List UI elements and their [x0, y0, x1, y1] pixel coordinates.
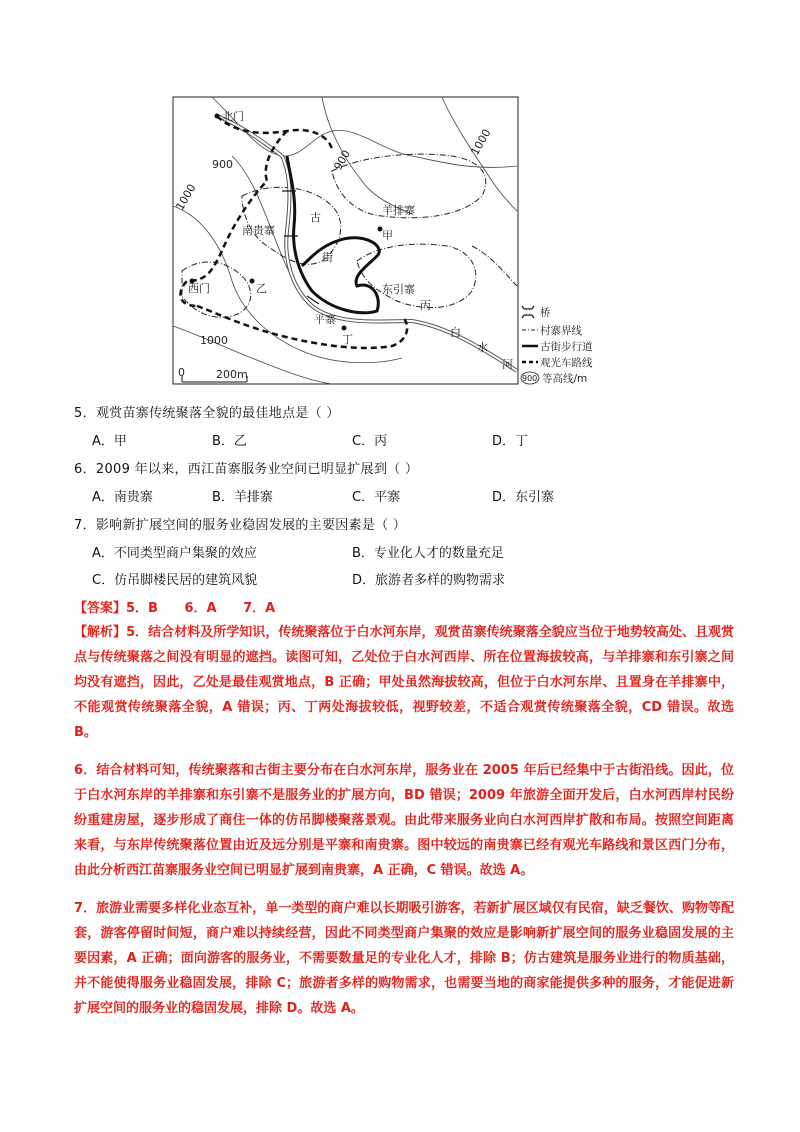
- answer-5: 【答案】5．B: [74, 601, 158, 616]
- label-bing: 丙: [420, 299, 431, 312]
- answer-7: 7．A: [243, 601, 276, 616]
- label-yangpaizhai: 羊排寨: [382, 204, 415, 217]
- legend-bridge-icon: [522, 306, 534, 318]
- q5-option-a: A．甲: [92, 434, 127, 449]
- label-contour-1000-a: 1000: [468, 126, 494, 158]
- q6-option-b: B．羊排寨: [212, 490, 273, 505]
- analysis-paragraph-7: 7．旅游业需要多样化业态互补，单一类型的商户难以长期吸引游客，若新扩展区域仅有民宿，缺乏餐饮、购物等配套，游客停留时间短，商户难以持续经营，因此不同类型商户集聚的效应是影响新扩展空间的服务业稳固发展的主要因素，A 正确；面向游客的服务业，不需要数量足的专业化人才，排除 B；仿古建筑是服务业进行的物质基础，并不能使得服务业稳固发展，排除 C；旅游者多样的购物需求，也需要当地的商家能提供多种的服务，才能促进新扩展空间的服务业的稳固发展，排除 D。故选 A。: [74, 901, 734, 1016]
- label-ding: 丁: [342, 333, 353, 346]
- scale-zero: 0: [178, 366, 185, 379]
- label-river-shui: 水: [477, 341, 488, 354]
- q7-option-c: C．仿吊脚楼民居的建筑风貌: [92, 573, 258, 588]
- question-7-stem: 7．影响新扩展空间的服务业稳固发展的主要因素是（ ）: [74, 518, 407, 533]
- label-jie: 街: [322, 251, 333, 264]
- legend-tour-route-label: 观光车路线: [540, 357, 593, 369]
- legend-boundary-label: 村寨界线: [540, 325, 582, 337]
- label-jia: 甲: [382, 229, 393, 242]
- answer-line: [74, 597, 297, 616]
- q6-option-d: D．东引寨: [492, 490, 555, 505]
- q7-option-d: D．旅游者多样的购物需求: [352, 573, 506, 588]
- scale-label: 200m: [216, 368, 248, 381]
- label-contour-1000-c: 1000: [200, 334, 228, 347]
- q5-option-d: D．丁: [492, 434, 529, 449]
- label-beimen: 北门: [222, 110, 244, 123]
- label-contour-900-a: 900: [212, 158, 233, 171]
- q7-option-b: B．专业化人才的数量充足: [352, 546, 504, 561]
- question-6-stem: 6．2009 年以来，西江苗寨服务业空间已明显扩展到（ ）: [74, 462, 419, 477]
- q6-option-c: C．平寨: [352, 490, 401, 505]
- label-gu: 古: [310, 211, 321, 224]
- village-map-figure: [172, 96, 593, 386]
- label-river-he: 河: [502, 358, 513, 371]
- label-contour-1000-b: 1000: [173, 181, 199, 213]
- label-dongyinzhai: 东引寨: [382, 283, 415, 296]
- label-nanguizhai: 南贵寨: [242, 224, 275, 237]
- q7-option-a: A．不同类型商户集聚的效应: [92, 546, 257, 561]
- legend-old-street-label: 古街步行道: [540, 341, 593, 353]
- q5-option-c: C．丙: [352, 434, 388, 449]
- label-pingzhai: 平寨: [314, 313, 336, 326]
- legend-bridge-label: 桥: [540, 307, 551, 319]
- map-legend: [521, 306, 593, 385]
- legend-contour-label: 等高线/m: [542, 373, 588, 385]
- label-yi: 乙: [256, 282, 267, 295]
- label-river-bai: 白: [450, 326, 461, 339]
- analysis-paragraph-5: 【解析】5．结合材料及所学知识，传统聚落位于白水河东岸，观赏苗寨传统聚落全貌应当位于地势较高处、且观赏点与传统聚落之间没有明显的遮挡。读图可知，乙处位于白水河西岸、所在位置海拔较高，与羊排寨和东引寨之间均没有遮挡，因此，乙处是最佳观赏地点，B 正确；甲处虽然海拔较高，但位于白水河东岸、且置身在羊排寨中，不能观赏传统聚落全貌，A 错误；丙、丁两处海拔较低，视野较差，不适合观赏传统聚落全貌，CD 错误。故选 B。: [74, 625, 734, 740]
- question-5-stem: 5．观赏苗寨传统聚落全貌的最佳地点是（ ）: [74, 406, 340, 421]
- analysis-paragraph-6: 6．结合材料可知，传统聚落和古街主要分布在白水河东岸，服务业在 2005 年后已经集中于古街沿线。因此，位于白水河东岸的羊排寨和东引寨不是服务业的扩展方向，BD 错误；2009 年旅游全面开发后，白水河西岸村民纷纷重建房屋，逐步形成了商住一体的仿吊脚楼聚落景观。由此带来服务业向白水河西岸扩散和布局。按照空间距离来看，与东岸传统聚落位置由近及远分别是平寨和南贵寨。图中较远的南贵寨已经有观光车路线和景区西门分布，由此分析西江苗寨服务业空间已明显扩展到南贵寨，A 正确，C 错误。故选 A。: [74, 763, 734, 878]
- legend-contour-value: 900: [522, 374, 538, 383]
- label-contour-900-b: 900: [331, 147, 354, 173]
- q5-option-b: B．乙: [212, 434, 247, 449]
- answer-6: 6．A: [184, 601, 217, 616]
- label-ximen: 西门: [188, 282, 210, 295]
- q6-option-a: A．南贵寨: [92, 490, 153, 505]
